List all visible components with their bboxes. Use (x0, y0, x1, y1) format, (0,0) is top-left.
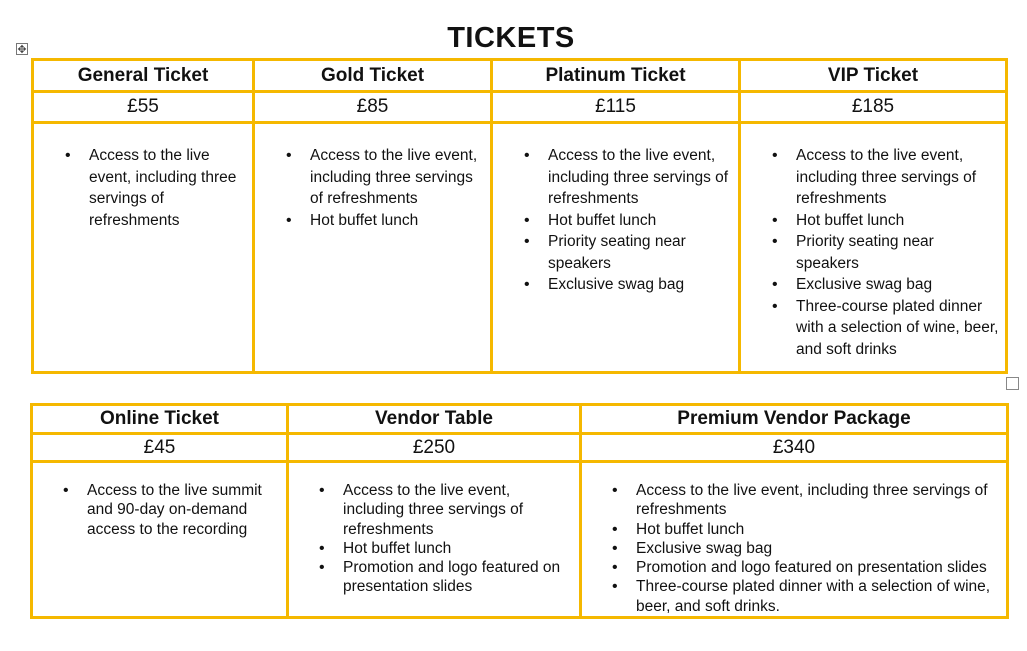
features-cell[interactable] (492, 123, 740, 373)
list-item: • Exclusive swag bag (796, 274, 999, 296)
tickets-table-top (31, 58, 1008, 374)
list-item: • Hot buffet lunch (636, 520, 1000, 539)
price-cell[interactable]: £340 (581, 434, 1008, 462)
list-item: • Three-course plated dinner with a selection of wine, beer, and soft drinks (796, 296, 999, 361)
list-item: • Exclusive swag bag (636, 539, 1000, 558)
table-header[interactable]: Online Ticket (32, 405, 288, 434)
price-cell[interactable]: £185 (740, 92, 1007, 123)
features-cell[interactable] (581, 462, 1008, 618)
feature-list (255, 124, 490, 231)
feature-list (34, 124, 252, 231)
feature-list (493, 124, 738, 296)
feature-list (289, 463, 579, 597)
list-item: • Priority seating near speakers (548, 231, 732, 274)
list-item: • Access to the live event, including three servings of refreshments (548, 145, 732, 210)
price-cell[interactable]: £45 (32, 434, 288, 462)
features-cell[interactable] (288, 462, 581, 618)
list-item: • Access to the live event, including three servings of refreshments (796, 145, 999, 210)
features-cell[interactable] (32, 462, 288, 618)
table-header[interactable]: Platinum Ticket (492, 60, 740, 92)
list-item: • Hot buffet lunch (343, 539, 573, 558)
table-header[interactable]: Gold Ticket (254, 60, 492, 92)
list-item: • Hot buffet lunch (796, 210, 999, 232)
list-item: • Access to the live event, including three servings of refreshments (343, 481, 573, 539)
four-way-arrow-icon[interactable]: ✥ (17, 44, 27, 56)
table-header[interactable]: General Ticket (33, 60, 254, 92)
feature-list (33, 463, 286, 539)
list-item: • Promotion and logo featured on presentation slides (636, 558, 1000, 577)
table-header[interactable]: Premium Vendor Package (581, 405, 1008, 434)
price-cell[interactable]: £85 (254, 92, 492, 123)
features-cell[interactable] (254, 123, 492, 373)
features-cell[interactable] (33, 123, 254, 373)
list-item: • Access to the live event, including three servings of refreshments (636, 481, 1000, 520)
list-item: • Access to the live event, including three servings of refreshments (310, 145, 484, 210)
list-item: • Access to the live event, including three servings of refreshments (89, 145, 246, 231)
list-item: • Promotion and logo featured on presentation slides (343, 558, 573, 597)
resize-square-icon[interactable] (1006, 377, 1019, 390)
list-item: • Priority seating near speakers (796, 231, 999, 274)
features-cell[interactable] (740, 123, 1007, 373)
list-item: • Hot buffet lunch (310, 210, 484, 232)
table-header[interactable]: Vendor Table (288, 405, 581, 434)
price-cell[interactable]: £115 (492, 92, 740, 123)
price-cell[interactable]: £55 (33, 92, 254, 123)
feature-list (741, 124, 1005, 360)
list-item: • Exclusive swag bag (548, 274, 732, 296)
list-item: • Three-course plated dinner with a selection of wine, beer, and soft drinks. (636, 577, 1000, 616)
price-cell[interactable]: £250 (288, 434, 581, 462)
feature-list (582, 463, 1006, 616)
table-header[interactable]: VIP Ticket (740, 60, 1007, 92)
list-item: • Access to the live summit and 90-day on-demand access to the recording (87, 481, 280, 539)
list-item: • Hot buffet lunch (548, 210, 732, 232)
page-title: TICKETS (447, 22, 575, 54)
tickets-table-bottom (30, 403, 1009, 619)
